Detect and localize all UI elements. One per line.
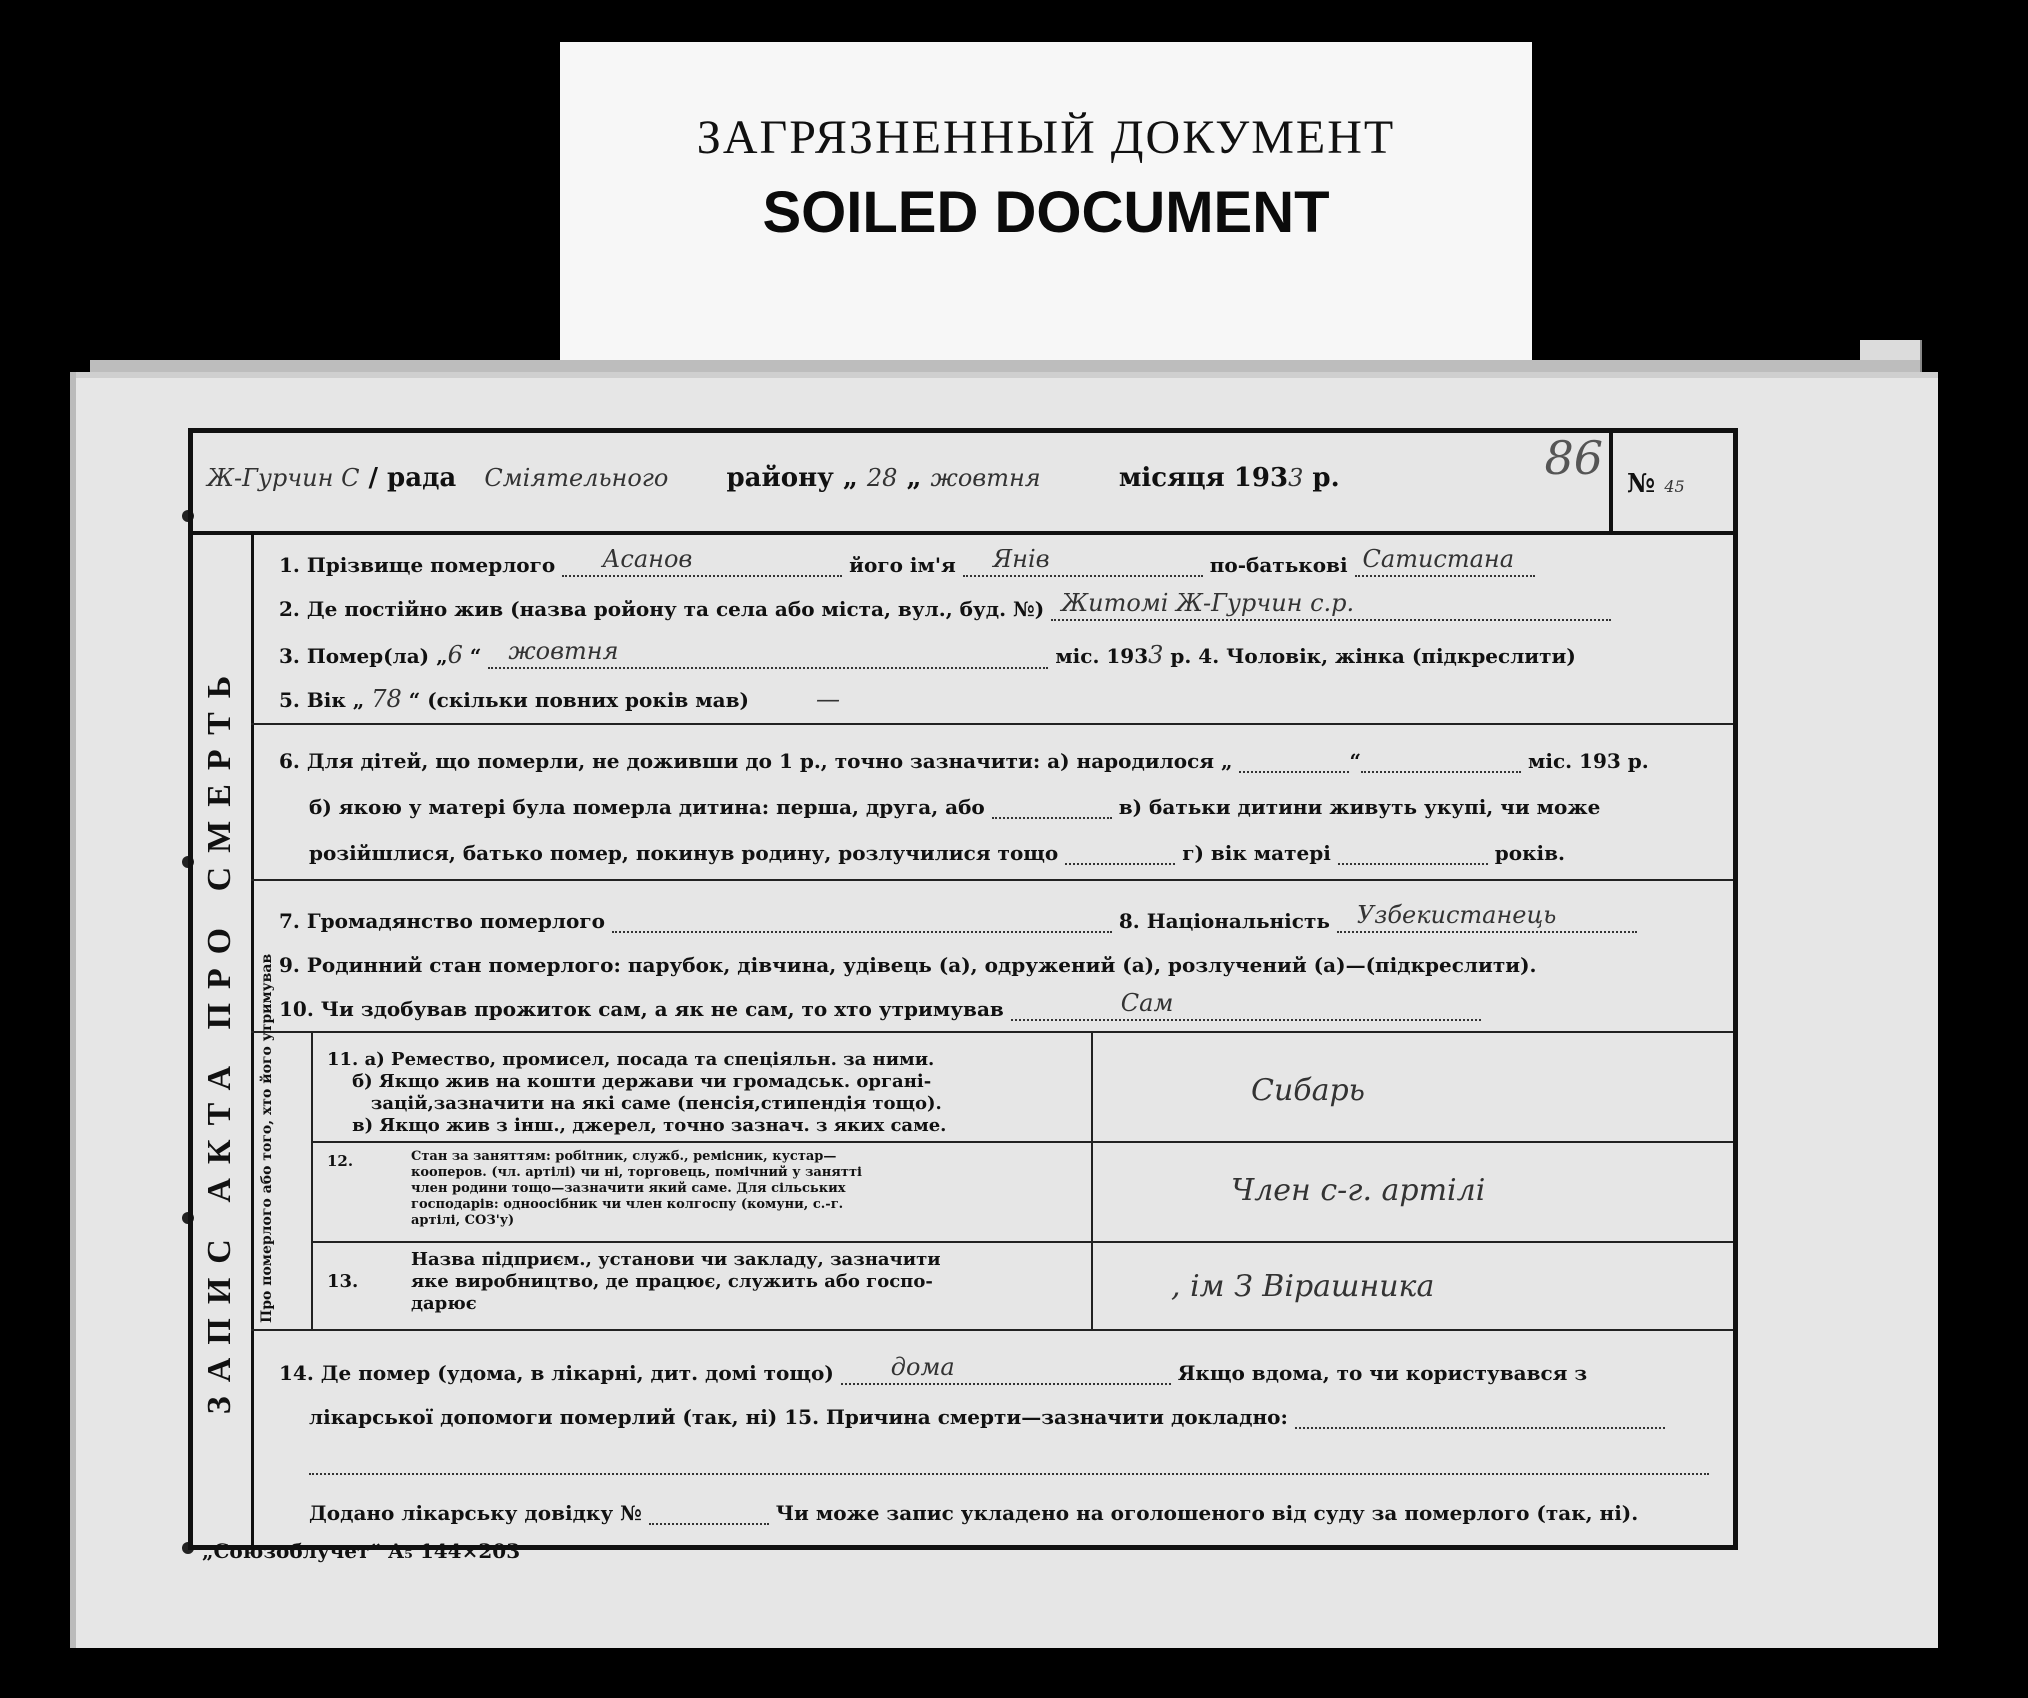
form-frame: [188, 428, 1738, 1550]
residence-handwritten: Житомі Ж-Гурчин с.р.: [1061, 589, 1355, 617]
row-divider: [311, 1141, 1733, 1143]
field-support: 10. Чи здобував прожиток сам, а як не сам, то хто утримував Сам: [279, 997, 1481, 1021]
field-children-order: б) якою у матері була померла дитина: перша, друга, або в) батьки дитини живуть укупі, чи може: [309, 795, 1601, 819]
side-title: ЗАПИС АКТА ПРО СМЕРТЬ: [201, 661, 238, 1415]
form-body: [251, 433, 1733, 1545]
death-record-card: [70, 372, 1938, 1648]
rada-label: / рада: [368, 463, 457, 493]
field-death-date: 3. Помер(ла) „6 “ жовтня міс. 1933 р. 4. Чоловік, жінка (підкреслити): [279, 637, 1576, 669]
field-residence: 2. Де постійно жив (назва ройону та села або міста, вул., буд. №) Житомі Ж-Гурчин с.р.: [279, 597, 1611, 621]
row-divider: [311, 1241, 1733, 1243]
number-handwritten: 45: [1664, 477, 1685, 496]
field-medical-certificate: Додано лікарську довідку № Чи може запис укладено на оголошеного від суду за померлого (так, ні).: [309, 1501, 1639, 1525]
section-divider: [251, 879, 1733, 881]
field-citizenship: 7. Громадянство померлого 8. Національність Узбекистанець: [279, 909, 1637, 933]
year-handwritten: 3: [1288, 464, 1304, 492]
field-13: Назва підприєм., установи чи закладу, зазначити яке виробництво, де працює, служить або госпо- дарює: [411, 1249, 941, 1314]
printer-imprint: „Союзоблучет“ А₅ 144×203: [202, 1539, 521, 1563]
field-13-number: 13.: [327, 1271, 359, 1292]
age-dash-handwritten: —: [815, 685, 840, 713]
field-parents-status: розійшлися, батько помер, покинув родину, розлучилися тощо г) вік матері років.: [309, 841, 1566, 865]
month-label: місяця 193: [1118, 463, 1289, 493]
pencil-page-number: 86: [1544, 431, 1603, 485]
field-12-handwritten: Член с-г. артілі: [1231, 1173, 1486, 1208]
occupation-side-cell: [251, 953, 313, 1329]
field-13-handwritten: , ім З Вірашника: [1171, 1269, 1435, 1304]
death-day-handwritten: 6: [447, 641, 463, 669]
rayonu-label: району „: [726, 463, 858, 493]
field-place-of-death: 14. Де помер (удома, в лікарні, дит. домі тощо) дома Якщо вдома, то чи користувався з: [279, 1353, 1588, 1385]
field-11: 11. а) Ремество, промисел, посада та спеціяльн. за ними. б) Якщо жив на кошти держави чи громадськ. органі- зацій,зазначити на які саме (пенсія,стипендія тощо). в) Якщо жив з інш., джерел, точно зазнач. з яких саме.: [327, 1049, 947, 1136]
field-12: Стан за заняттям: робітник, служб., ремісник, кустар— кооперов. (чл. артілі) чи ні, торговець, помічний у занятті член родини тощо—зазначити який саме. Для сільських господарів: одноосібник чи член колгоспу (комуни, с.-г. артілі, СОЗ'у): [411, 1149, 862, 1228]
field-surname: 1. Прізвище померлого Асанов його ім'я Янів по-батькові Сатистана: [279, 553, 1535, 577]
card-edge: [76, 372, 1938, 378]
district-handwritten: Сміятельного: [484, 464, 669, 492]
age-handwritten: 78: [371, 685, 402, 713]
surname-handwritten: Асанов: [602, 545, 693, 573]
day-handwritten: 28: [866, 464, 898, 492]
number-label: №: [1627, 469, 1656, 499]
field-marital-status: 9. Родинний стан померлого: парубок, дівчина, удівець (а), одружений (а), розлучений (а)—(підкреслити).: [279, 953, 1537, 977]
year-suffix: р.: [1312, 463, 1340, 493]
section-divider: [251, 1329, 1733, 1331]
field-children-born: 6. Для дітей, що померли, не доживши до 1 р., точно зазначити: а) народилося „ “ міс. 193 р.: [279, 749, 1649, 773]
patronymic-handwritten: Сатистана: [1362, 545, 1515, 573]
field-age: 5. Вік „ 78 “ (скільки повних років мав) —: [279, 685, 840, 713]
death-year-handwritten: 3: [1148, 641, 1164, 669]
firstname-handwritten: Янів: [992, 545, 1050, 573]
death-month-handwritten: жовтня: [508, 637, 619, 665]
section-divider: [251, 723, 1733, 725]
banner-english-text: SOILED DOCUMENT: [762, 180, 1330, 245]
month-handwritten: жовтня: [930, 464, 1041, 492]
place-handwritten: дома: [890, 1353, 955, 1381]
council-handwritten: Ж-Гурчин С: [207, 464, 360, 492]
field-12-number: 12.: [327, 1152, 354, 1170]
nationality-handwritten: Узбекистанець: [1356, 901, 1557, 929]
header-line: Ж-Гурчин С / рада Сміятельного району „ 28 „ жовтня місяця 1933 р.: [207, 463, 1340, 493]
field-cause-blank: [309, 1451, 1709, 1475]
field-11-handwritten: Сибарь: [1251, 1073, 1366, 1108]
soiled-document-banner: [560, 42, 1532, 364]
field-medical-help: лікарської допомоги померлий (так, ні) 15. Причина смерти—зазначити докладно:: [309, 1405, 1665, 1429]
occupation-side-label: Про померлого або того, хто його утримував: [259, 953, 275, 1323]
card-stack-top: [90, 360, 1922, 372]
support-handwritten: Сам: [1120, 989, 1174, 1017]
banner-russian-text: ЗАГРЯЗНЕННЫЙ ДОКУМЕНТ: [696, 111, 1396, 164]
